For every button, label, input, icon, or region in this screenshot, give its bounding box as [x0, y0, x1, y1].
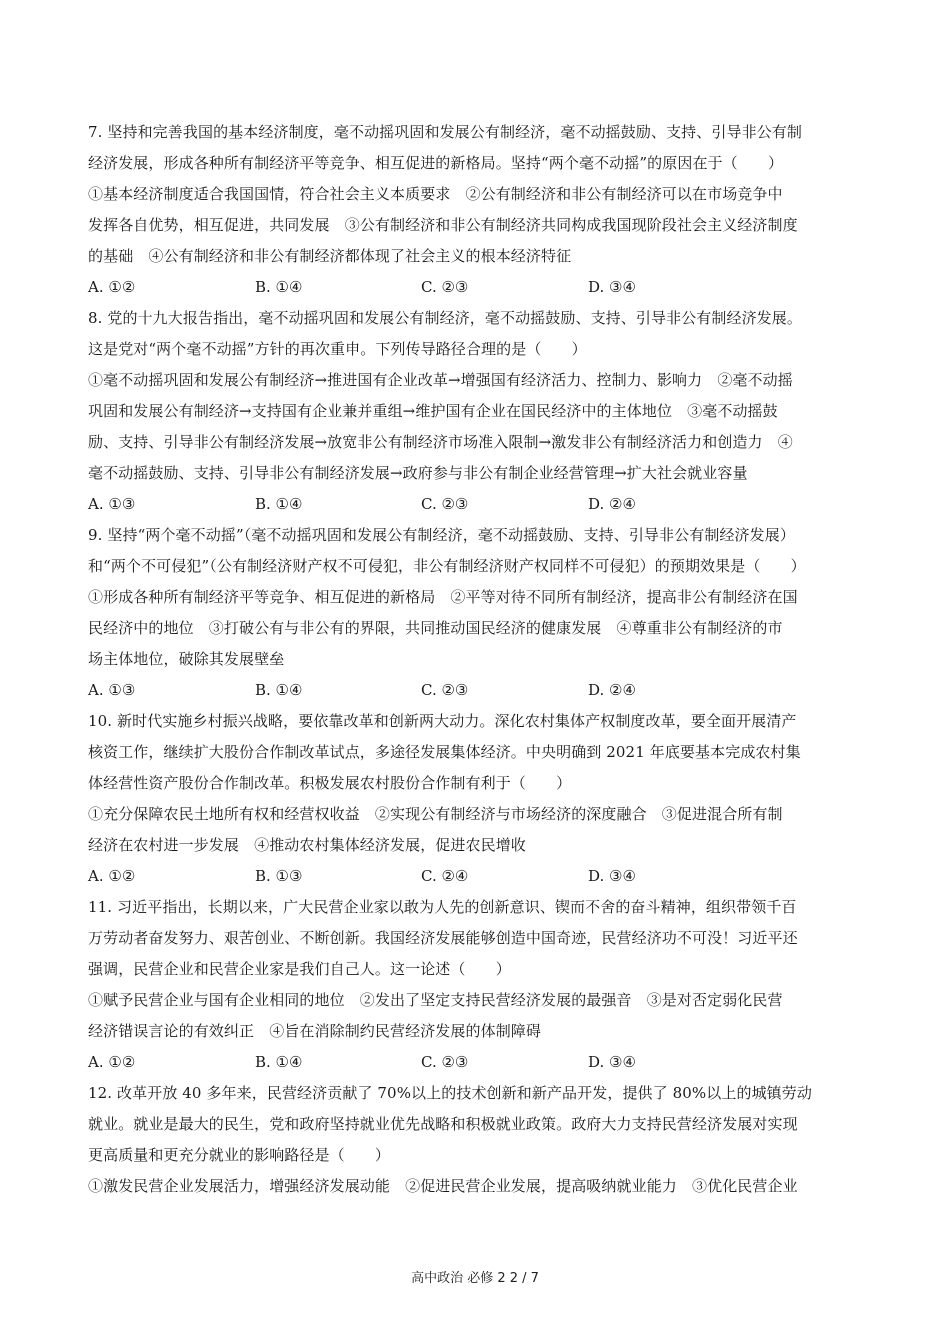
question-text-line: 发挥各自优势，相互促进，共同发展 ③公有制经济和非公有制经济共同构成我国现阶段社会主义经济制度	[88, 216, 798, 234]
answer-choice-a[interactable]: A. ①③	[88, 681, 136, 699]
answer-choice-b[interactable]: B. ①④	[255, 495, 303, 513]
question-text-line: ①形成各种所有制经济平等竞争、相互促进的新格局 ②平等对待不同所有制经济，提高非公有制经济在国	[88, 588, 798, 606]
question-text-line: 经济错误言论的有效纠正 ④旨在消除制约民营经济发展的体制障碍	[88, 1022, 542, 1040]
answer-choice-d[interactable]: D. ②④	[588, 681, 636, 699]
answer-choice-c[interactable]: C. ②③	[421, 1053, 469, 1071]
answer-choice-a[interactable]: A. ①②	[88, 278, 136, 296]
question-text-line: 就业。就业是最大的民生，党和政府坚持就业优先战略和积极就业政策。政府大力支持民营经济发展对实现	[88, 1115, 798, 1133]
answer-choices	[88, 489, 868, 520]
question-text-line: ①激发民营企业发展活力，增强经济发展动能 ②促进民营企业发展，提高吸纳就业能力 ③优化民营企业	[88, 1177, 798, 1195]
question-stem-line: 9. 坚持“两个毫不动摇”（毫不动摇巩固和发展公有制经济，毫不动摇鼓励、支持、引导非公有制经济发展）	[88, 526, 795, 544]
answer-choice-b[interactable]: B. ①④	[255, 278, 303, 296]
question-block	[88, 706, 868, 892]
question-text-line: 经济在农村进一步发展 ④推动农村集体经济发展，促进农民增收	[88, 836, 526, 854]
question-text-line: 这是党对“两个毫不动摇”方针的再次重申。下列传导路径合理的是（ ）	[88, 340, 587, 358]
question-text-line: 经济发展，形成各种所有制经济平等竞争、相互促进的新格局。坚持“两个毫不动摇”的原因在于（ ）	[88, 154, 784, 172]
question-text-line: 巩固和发展公有制经济→支持国有企业兼并重组→维护国有企业在国民经济中的主体地位 ③毫不动摇鼓	[88, 402, 778, 420]
question-block	[88, 520, 868, 706]
question-text-line: 更高质量和更充分就业的影响路径是（ ）	[88, 1146, 391, 1164]
question-stem-line: 11. 习近平指出，长期以来，广大民营企业家以敢为人先的创新意识、锲而不舍的奋斗精神，组织带领千百	[88, 898, 797, 916]
answer-choices	[88, 675, 868, 706]
answer-choice-a[interactable]: A. ①②	[88, 1053, 136, 1071]
question-list	[88, 117, 868, 1202]
answer-choices	[88, 861, 868, 892]
page-footer: 高中政治 必修 2 2 / 7	[411, 1271, 539, 1286]
answer-choice-a[interactable]: A. ①③	[88, 495, 136, 513]
question-text-line: 万劳动者奋发努力、艰苦创业、不断创新。我国经济发展能够创造中国奇迹，民营经济功不可没！习近平还	[88, 929, 798, 947]
question-text-line: 的基础 ④公有制经济和非公有制经济都体现了社会主义的根本经济特征	[88, 247, 572, 265]
question-stem-line: 7. 坚持和完善我国的基本经济制度，毫不动摇巩固和发展公有制经济，毫不动摇鼓励、支持、引导非公有制	[88, 123, 802, 141]
question-stem-line: 8. 党的十九大报告指出，毫不动摇巩固和发展公有制经济，毫不动摇鼓励、支持、引导非公有制经济发展。	[88, 309, 802, 327]
question-text-line: 体经营性资产股份合作制改革。积极发展农村股份合作制有利于（ ）	[88, 774, 572, 792]
answer-choice-d[interactable]: D. ③④	[588, 1053, 636, 1071]
question-block	[88, 303, 868, 520]
question-text-line: 和“两个不可侵犯”（公有制经济财产权不可侵犯，非公有制经济财产权同样不可侵犯）的预期效果是（ ）	[88, 557, 806, 575]
answer-choices	[88, 1047, 868, 1078]
question-text-line: ①赋予民营企业与国有企业相同的地位 ②发出了坚定支持民营经济发展的最强音 ③是对否定弱化民营	[88, 991, 783, 1009]
answer-choice-d[interactable]: D. ②④	[588, 495, 636, 513]
question-text-line: ①充分保障农民土地所有权和经营权收益 ②实现公有制经济与市场经济的深度融合 ③促进混合所有制	[88, 805, 783, 823]
question-stem-line: 10. 新时代实施乡村振兴战略，要依靠改革和创新两大动力。深化农村集体产权制度改革，要全面开展清产	[88, 712, 797, 730]
question-text-line: 毫不动摇鼓励、支持、引导非公有制经济发展→政府参与非公有制企业经营管理→扩大社会就业容量	[88, 464, 748, 482]
answer-choices	[88, 272, 868, 303]
question-block	[88, 1078, 868, 1202]
question-text-line: ①基本经济制度适合我国国情，符合社会主义本质要求 ②公有制经济和非公有制经济可以在市场竞争中	[88, 185, 783, 203]
question-text-line: 强调，民营企业和民营企业家是我们自己人。这一论述（ ）	[88, 960, 511, 978]
answer-choice-d[interactable]: D. ③④	[588, 867, 636, 885]
question-block	[88, 117, 868, 303]
question-text-line: 民经济中的地位 ③打破公有与非公有的界限，共同推动国民经济的健康发展 ④尊重非公有制经济的市	[88, 619, 783, 637]
answer-choice-d[interactable]: D. ③④	[588, 278, 636, 296]
answer-choice-c[interactable]: C. ②③	[421, 278, 469, 296]
question-block	[88, 892, 868, 1078]
question-text-line: 励、支持、引导非公有制经济发展→放宽非公有制经济市场准入限制→激发非公有制经济活力和创造力 ④	[88, 433, 793, 451]
question-text-line: 核资工作，继续扩大股份合作制改革试点，多途径发展集体经济。中央明确到 2021 年底要基本完成农村集	[88, 743, 801, 761]
answer-choice-c[interactable]: C. ②③	[421, 495, 469, 513]
question-text-line: ①毫不动摇巩固和发展公有制经济→推进国有企业改革→增强国有经济活力、控制力、影响力 ②毫不动摇	[88, 371, 793, 389]
answer-choice-b[interactable]: B. ①④	[255, 681, 303, 699]
question-text-line: 场主体地位，破除其发展壁垒	[88, 650, 285, 668]
answer-choice-a[interactable]: A. ①②	[88, 867, 136, 885]
answer-choice-b[interactable]: B. ①④	[255, 1053, 303, 1071]
question-stem-line: 12. 改革开放 40 多年来，民营经济贡献了 70%以上的技术创新和新产品开发，提供了 80%以上的城镇劳动	[88, 1084, 812, 1102]
answer-choice-b[interactable]: B. ①③	[255, 867, 303, 885]
answer-choice-c[interactable]: C. ②④	[421, 867, 469, 885]
answer-choice-c[interactable]: C. ②③	[421, 681, 469, 699]
